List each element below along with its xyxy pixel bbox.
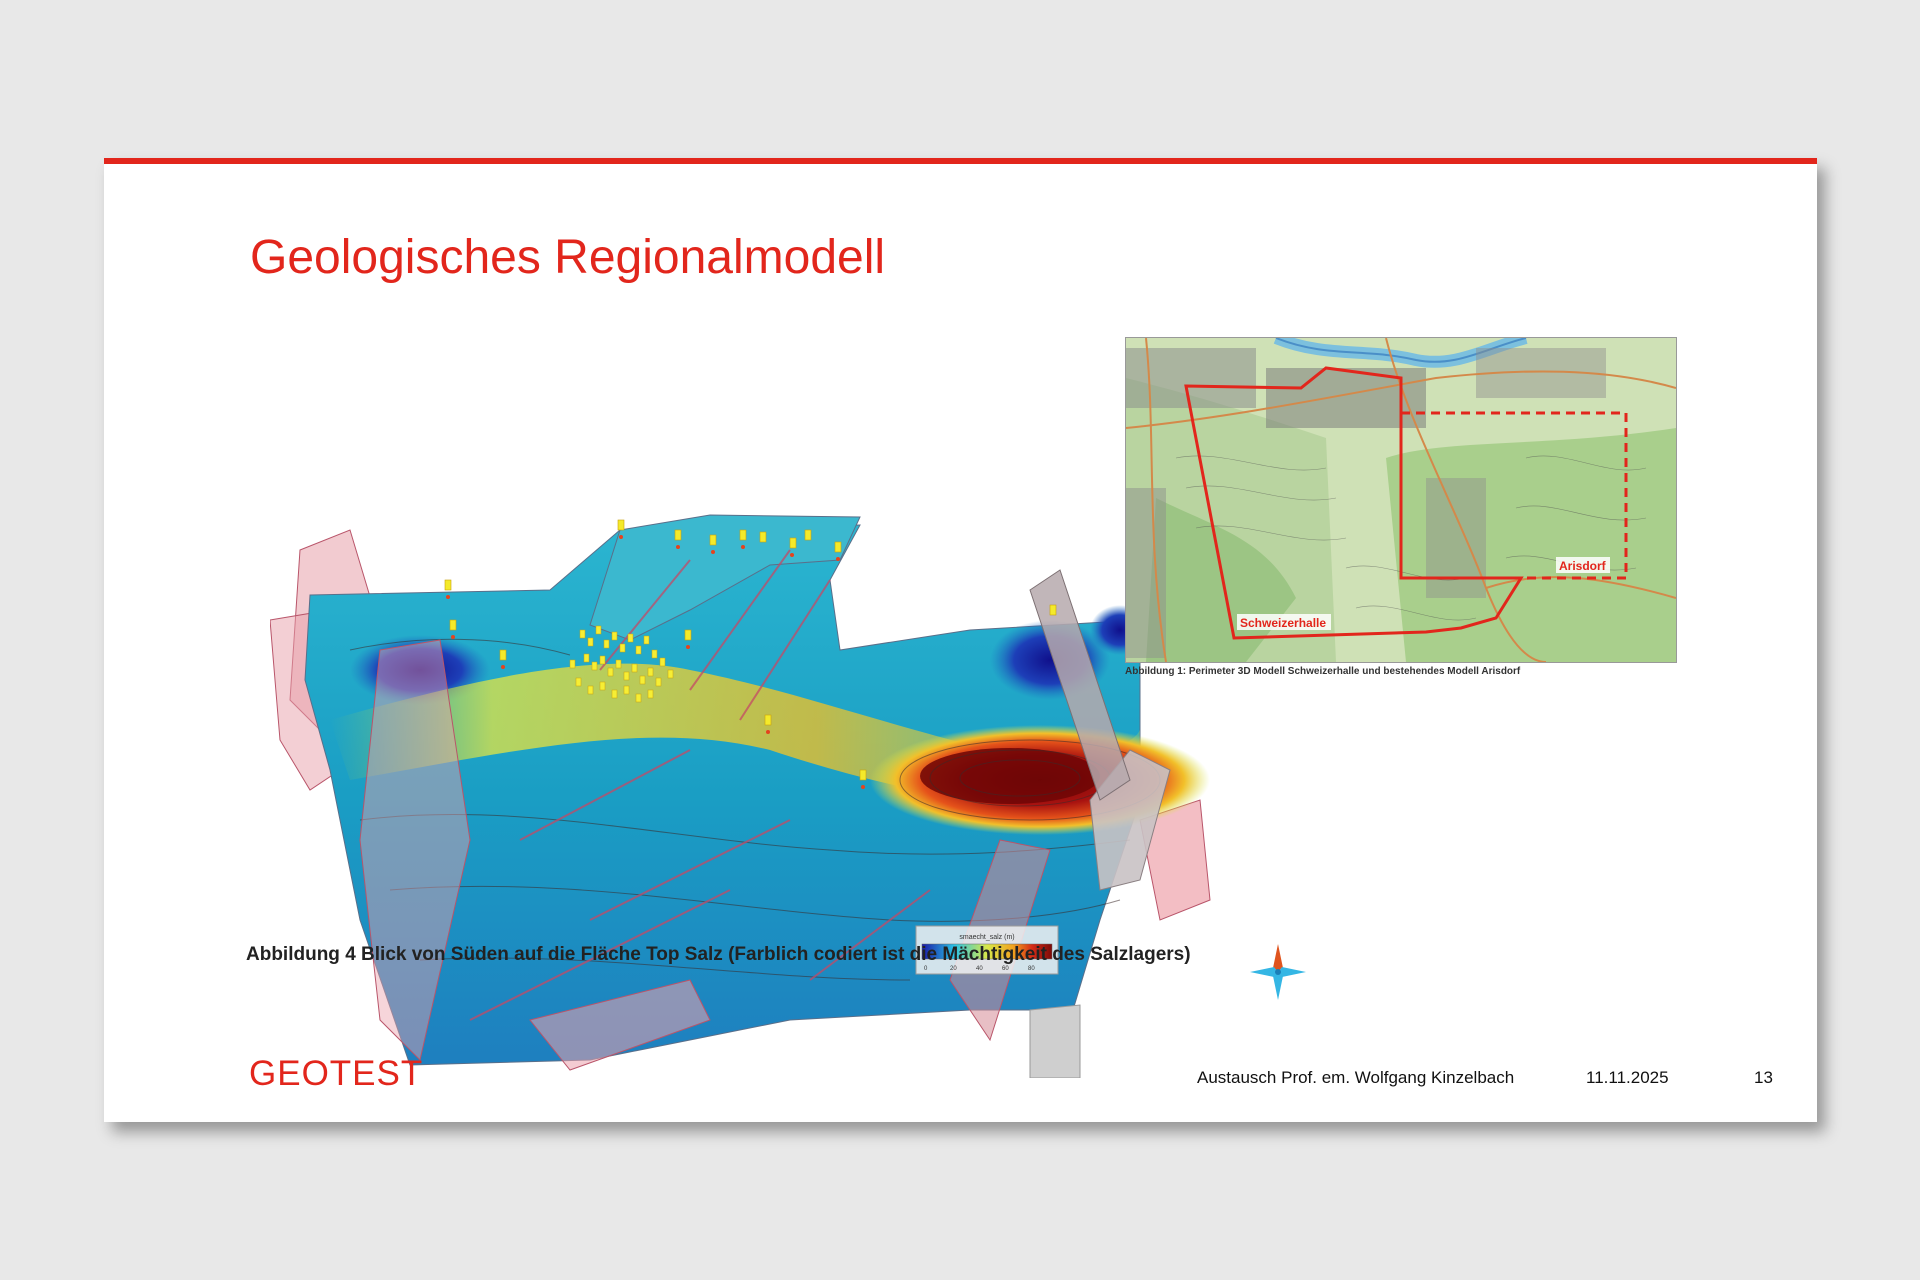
legend-tick-80: 80 — [1028, 966, 1035, 972]
legend-tick-60: 60 — [1002, 966, 1009, 972]
map-label-arisdorf: Arisdorf — [1559, 559, 1606, 573]
page-number: 13 — [1754, 1068, 1773, 1087]
top-red-rule — [104, 158, 1817, 164]
legend-tick-40: 40 — [976, 966, 983, 972]
figure-caption: Abbildung 4 Blick von Süden auf die Fläche Top Salz (Farblich codiert ist die Mächtigkeit des Salzlagers) — [246, 944, 1191, 965]
compass-rose-icon — [1250, 944, 1306, 1000]
map-caption: Abbildung 1: Perimeter 3D Modell Schweizerhalle und bestehendes Modell Arisdorf — [1125, 666, 1521, 677]
legend-tick-0: 0 — [924, 966, 928, 972]
legend-tick-20: 20 — [950, 966, 957, 972]
map-label-schweizerhalle: Schweizerhalle — [1240, 616, 1327, 630]
slide — [104, 158, 1817, 1122]
legend-title: smaecht_salz (m) — [959, 934, 1015, 941]
footer-presenter: Austausch Prof. em. Wolfgang Kinzelbach — [1197, 1068, 1515, 1087]
perimeter-map — [1125, 337, 1677, 663]
footer-date: 11.11.2025 — [1586, 1068, 1669, 1087]
slide-title: Geologisches Regionalmodell — [250, 231, 886, 284]
geotest-logo: GEOTEST — [249, 1054, 424, 1093]
